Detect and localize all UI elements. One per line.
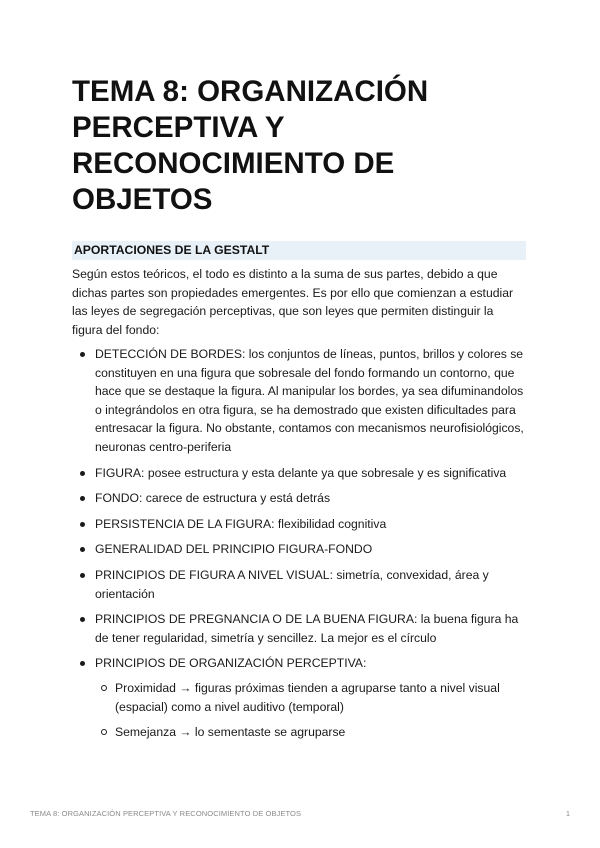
list-item-text: DETECCIÓN DE BORDES: los conjuntos de líneas, puntos, brillos y colores se constituyen en una figura que sobresale del fondo formando un contorno, que hace que se destaque la figura. Al manipular los bordes, ya sea difuminandolos o integrándolos en otra figura, se ha demostrado que existen dificultades para entresacar la figura. No obstante, contamos con mecanismos neurofisiológicos, neuronas centro-periferia xyxy=(95,347,524,454)
gestalt-principles-list xyxy=(72,345,527,749)
list-item-text: FONDO: carece de estructura y está detrás xyxy=(95,491,331,506)
list-item xyxy=(72,540,527,559)
intro-paragraph: Según estos teóricos, el todo es distinto a la suma de sus partes, debido a que dichas partes son propiedades emergentes. Es por ello que comienzan a estudiar las leyes de segregación perceptivas, que son leyes que permiten distinguir la figura del fondo: xyxy=(72,267,514,337)
organization-principles-sublist xyxy=(95,679,527,742)
sublist-item xyxy=(95,723,527,742)
sublist-item-text: Semejanza → lo sementaste se agruparse xyxy=(115,725,346,740)
list-item-text: PRINCIPIOS DE PREGNANCIA O DE LA BUENA FIGURA: la buena figura ha de tener regularidad, simetría y sencillez. La mejor es el círculo xyxy=(95,612,519,645)
list-item-text: PRINCIPIOS DE ORGANIZACIÓN PERCEPTIVA: xyxy=(95,656,367,671)
list-item xyxy=(72,515,527,534)
list-item xyxy=(72,654,527,741)
list-item-text: GENERALIDAD DEL PRINCIPIO FIGURA-FONDO xyxy=(95,542,373,557)
footer-page-number: 1 xyxy=(565,809,570,818)
footer-running-title: TEMA 8: ORGANIZACIÓN PERCEPTIVA Y RECONOCIMIENTO DE OBJETOS xyxy=(30,809,302,818)
list-item-text: PRINCIPIOS DE FIGURA A NIVEL VISUAL: simetría, convexidad, área y orientación xyxy=(95,567,489,601)
list-item xyxy=(72,489,527,508)
list-item-text: PERSISTENCIA DE LA FIGURA: flexibilidad cognitiva xyxy=(95,516,387,531)
list-item xyxy=(72,566,527,603)
list-item xyxy=(72,610,527,647)
sublist-item xyxy=(95,679,527,716)
section-heading: APORTACIONES DE LA GESTALT xyxy=(72,241,526,260)
list-item xyxy=(72,345,527,457)
list-item xyxy=(72,464,527,483)
page-title: TEMA 8: ORGANIZACIÓN PERCEPTIVA Y RECONOCIMIENTO DE OBJETOS xyxy=(72,75,429,216)
list-item-text: FIGURA: posee estructura y esta delante ya que sobresale y es significativa xyxy=(95,465,507,480)
sublist-item-text: Proximidad → figuras próximas tienden a agruparse tanto a nivel visual (espacial) como a nivel auditivo (temporal) xyxy=(115,680,500,714)
